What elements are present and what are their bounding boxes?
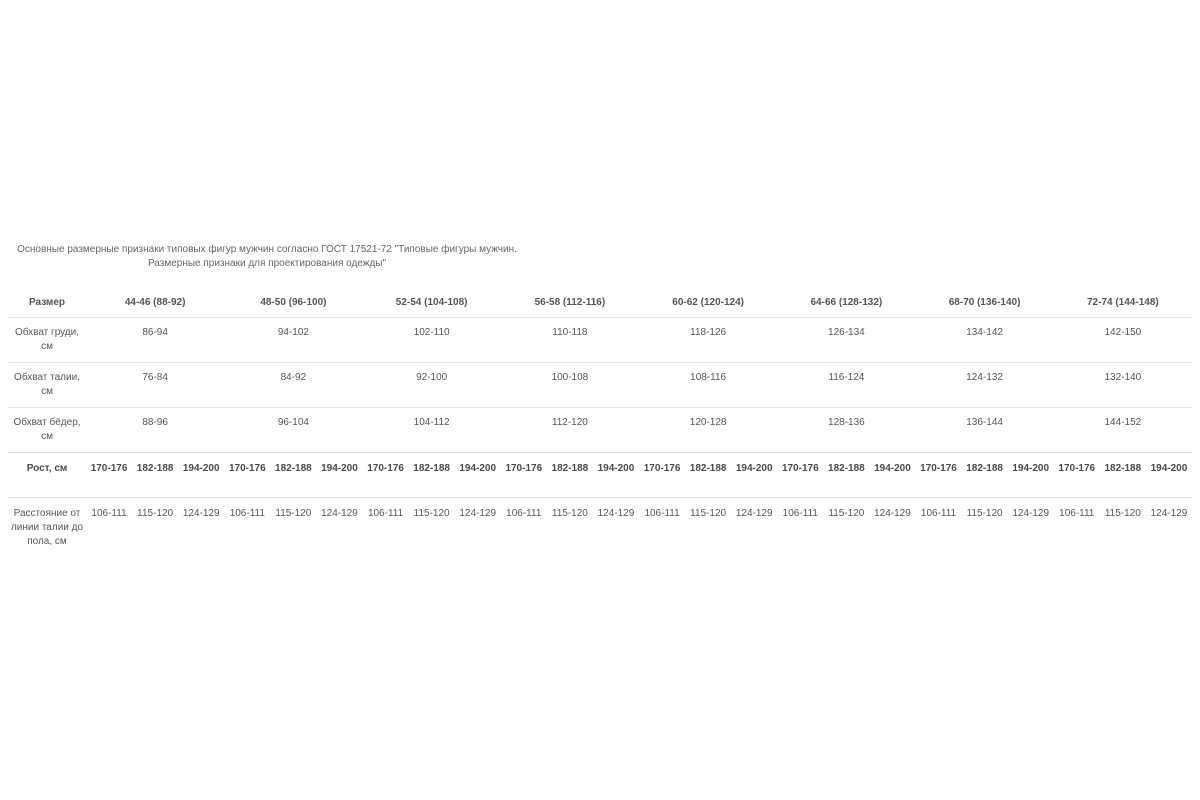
height-value: 194-200	[1008, 453, 1054, 498]
height-value: 194-200	[731, 453, 777, 498]
height-value: 182-188	[823, 453, 869, 498]
measure-label: Обхват бёдер, см	[8, 408, 86, 453]
height-value: 170-176	[224, 453, 270, 498]
measure-value: 112-120	[501, 408, 639, 453]
height-value: 182-188	[547, 453, 593, 498]
height-value: 194-200	[1146, 453, 1192, 498]
distance-value: 124-129	[1150, 508, 1188, 519]
size-header: 60-62 (120-124)	[639, 289, 777, 318]
measure-value: 136-144	[915, 408, 1053, 453]
distance-value: 124-129	[874, 508, 911, 519]
size-header: 56-58 (112-116)	[501, 289, 639, 318]
distance-value: 124-129	[459, 508, 497, 519]
height-value: 170-176	[915, 453, 961, 498]
table-row	[8, 318, 1192, 363]
distance-value: 106-111	[229, 508, 265, 519]
size-header: 44-46 (88-92)	[86, 289, 224, 318]
measure-value: 132-140	[1054, 363, 1192, 408]
size-table	[8, 289, 1192, 563]
table-row	[8, 363, 1192, 408]
height-value: 170-176	[777, 453, 823, 498]
height-value: 170-176	[639, 453, 685, 498]
height-value: 182-188	[962, 453, 1008, 498]
distance-value: 124-129	[1012, 508, 1050, 519]
measure-value: 92-100	[363, 363, 501, 408]
height-value: 194-200	[455, 453, 501, 498]
measure-value: 88-96	[86, 408, 224, 453]
measure-value: 104-112	[363, 408, 501, 453]
measure-value: 124-132	[915, 363, 1053, 408]
measure-label: Обхват талии, см	[8, 363, 86, 408]
distance-value: 106-111	[91, 508, 127, 519]
height-value: 170-176	[86, 453, 132, 498]
distance-value: 115-120	[966, 508, 1003, 519]
measure-value: 128-136	[777, 408, 915, 453]
height-value: 170-176	[1054, 453, 1100, 498]
height-value: 170-176	[363, 453, 409, 498]
table-row-distance	[8, 498, 1192, 564]
measure-value: 108-116	[639, 363, 777, 408]
height-value: 182-188	[685, 453, 731, 498]
distance-label: Расстояние от линии талии до пола, см	[10, 508, 84, 547]
distance-value: 106-111	[1059, 508, 1095, 519]
height-label: Рост, см	[8, 453, 86, 498]
measure-value: 120-128	[639, 408, 777, 453]
height-value: 170-176	[501, 453, 547, 498]
measure-value: 76-84	[86, 363, 224, 408]
distance-value: 124-129	[321, 508, 358, 519]
distance-value: 115-120	[690, 508, 727, 519]
measure-value: 102-110	[363, 318, 501, 363]
table-row-height	[8, 453, 1192, 498]
size-header: 52-54 (104-108)	[363, 289, 501, 318]
distance-value: 115-120	[551, 508, 588, 519]
measure-value: 134-142	[915, 318, 1053, 363]
measure-value: 94-102	[224, 318, 362, 363]
distance-value: 115-120	[413, 508, 450, 519]
size-header: 48-50 (96-100)	[224, 289, 362, 318]
height-value: 194-200	[316, 453, 362, 498]
table-caption: Основные размерные признаки типовых фигур мужчин согласно ГОСТ 17521-72 "Типовые фигуры мужчин. Размерные признаки для проектирования одежды"	[17, 244, 517, 269]
distance-value: 124-129	[735, 508, 773, 519]
height-value: 194-200	[593, 453, 639, 498]
size-header: 72-74 (144-148)	[1054, 289, 1192, 318]
measure-value: 118-126	[639, 318, 777, 363]
height-value: 194-200	[869, 453, 915, 498]
measure-value: 126-134	[777, 318, 915, 363]
distance-value: 106-111	[920, 508, 957, 519]
distance-value: 115-120	[1104, 508, 1141, 519]
size-header-label: Размер	[8, 289, 86, 318]
measure-value: 110-118	[501, 318, 639, 363]
measure-value: 142-150	[1054, 318, 1192, 363]
distance-value: 106-111	[782, 508, 818, 519]
distance-value: 115-120	[828, 508, 865, 519]
distance-value: 115-120	[275, 508, 312, 519]
measure-value: 144-152	[1054, 408, 1192, 453]
size-header: 64-66 (128-132)	[777, 289, 915, 318]
distance-value: 106-111	[506, 508, 542, 519]
distance-value: 124-129	[182, 508, 220, 519]
height-value: 194-200	[178, 453, 224, 498]
measure-label: Обхват груди, см	[8, 318, 86, 363]
distance-value: 106-111	[367, 508, 404, 519]
height-value: 182-188	[409, 453, 455, 498]
table-header-row	[8, 289, 1192, 318]
height-value: 182-188	[1100, 453, 1146, 498]
measure-value: 100-108	[501, 363, 639, 408]
height-value: 182-188	[270, 453, 316, 498]
measure-value: 86-94	[86, 318, 224, 363]
measure-value: 96-104	[224, 408, 362, 453]
distance-value: 115-120	[137, 508, 174, 519]
measure-value: 84-92	[224, 363, 362, 408]
measure-value: 116-124	[777, 363, 915, 408]
height-value: 182-188	[132, 453, 178, 498]
distance-value: 106-111	[644, 508, 680, 519]
table-row	[8, 408, 1192, 453]
size-header: 68-70 (136-140)	[915, 289, 1053, 318]
distance-value: 124-129	[597, 508, 635, 519]
